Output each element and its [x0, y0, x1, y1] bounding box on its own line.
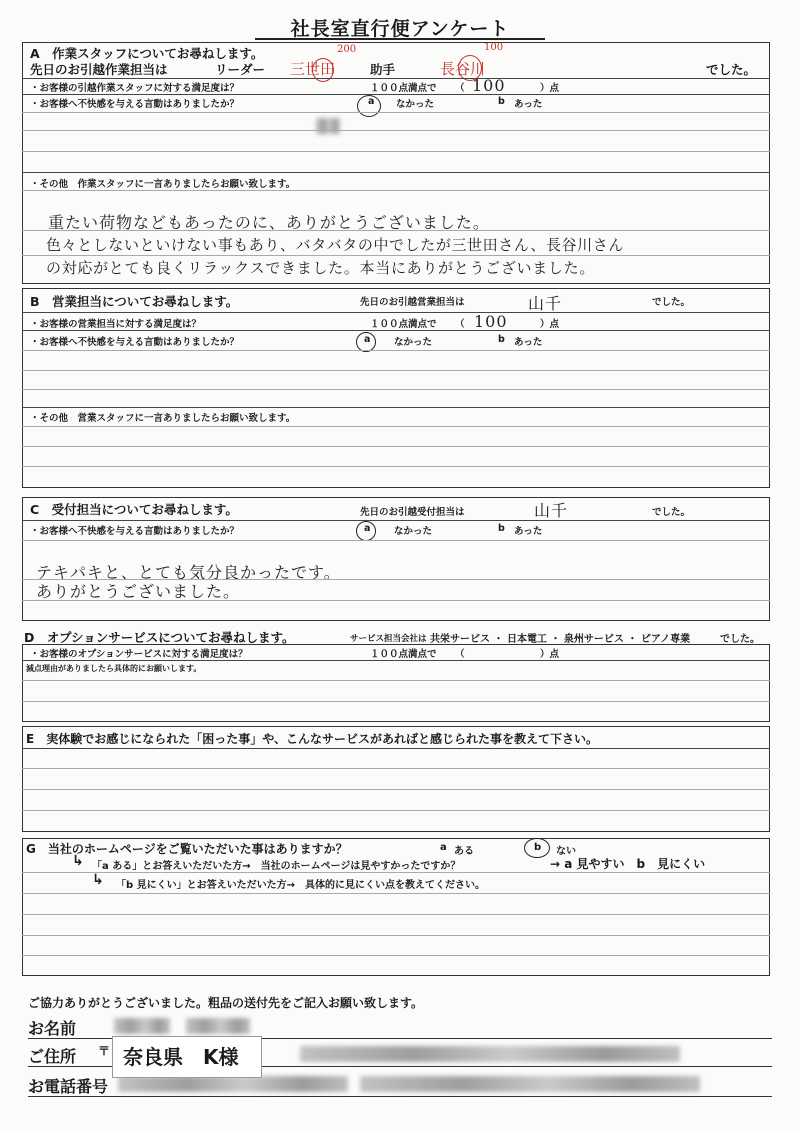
writing-line: [22, 112, 770, 113]
section-a-assistant-score: 100: [484, 42, 504, 53]
writing-line: [22, 255, 770, 256]
writing-line: [22, 789, 770, 790]
section-d-q1-close: ）点: [540, 649, 560, 660]
section-b-rule: [22, 330, 770, 331]
section-a-leader-name: 三世田: [290, 60, 336, 78]
return-arrow-icon: ↳: [72, 853, 84, 869]
section-a-rule: [22, 94, 770, 95]
writing-line: [22, 680, 770, 681]
section-c-rule: [22, 520, 770, 521]
section-d-rule: [22, 660, 770, 661]
survey-title: 社長室直行便アンケート: [290, 18, 510, 40]
writing-line: [22, 893, 770, 894]
writing-line: [22, 935, 770, 936]
customer-badge: [112, 1036, 262, 1078]
writing-line: [22, 955, 770, 956]
section-b-opt-b: あった: [514, 337, 543, 348]
section-a-rule: [22, 78, 770, 79]
writing-line: [22, 872, 770, 873]
section-a-comment-3: の対応がとても良くリラックスできました。本当にありがとうございました。: [46, 259, 596, 277]
customer-badge-text: 奈良県 K様: [123, 1045, 239, 1069]
section-c-staff-prefix: 先日のお引越受付担当は: [360, 507, 465, 518]
redaction-blur: [300, 1046, 680, 1062]
section-d-q1-open: （: [455, 649, 465, 660]
section-a-staff-suffix: でした。: [706, 62, 757, 77]
answer-circle-icon: [524, 838, 550, 858]
section-a-q1-score: 100: [472, 76, 506, 95]
footer-thanks: ご協力ありがとうございました。粗品の送付先をご記入お願い致します。: [28, 996, 424, 1010]
footer-address-mark: 〒: [98, 1044, 111, 1058]
writing-line: [22, 768, 770, 769]
section-b-opt-b-letter: b: [498, 334, 505, 345]
answer-circle-icon: [356, 521, 376, 541]
section-a-opt-a: なかった: [396, 99, 435, 110]
section-b-rule: [22, 312, 770, 313]
section-b-other-q: ・その他 営業スタッフに一言ありましたらお願い致します。: [30, 413, 296, 424]
section-a-opt-a-letter: a: [368, 96, 375, 107]
redaction-blur: [118, 1076, 348, 1092]
section-a-heading: A 作業スタッフについてお尋ねします。: [30, 46, 264, 61]
writing-line: [22, 350, 770, 351]
writing-line: [22, 370, 770, 371]
writing-line: [22, 151, 770, 152]
section-a-leader-label: リーダー: [215, 62, 266, 77]
section-c-opt-b-letter: b: [498, 523, 505, 534]
section-b-q1-open: （: [455, 319, 465, 330]
section-c-opt-a: なかった: [394, 526, 433, 537]
section-a-comment-2: 色々としないといけない事もあり、バタバタの中でしたが三世田さん、長谷川さん: [46, 236, 624, 254]
footer-name-label: お名前: [28, 1019, 77, 1038]
writing-line: [22, 446, 770, 447]
section-a-assistant-label: 助手: [370, 62, 396, 77]
redaction-blur: [114, 1018, 170, 1034]
section-b-opt-a-letter: a: [364, 334, 371, 345]
section-b-staff-suffix: でした。: [652, 297, 691, 308]
section-e-rule: [22, 748, 770, 749]
section-a-opt-b: あった: [514, 99, 543, 110]
section-c-q1: ・お客様へ不快感を与える言動はありましたか？: [30, 526, 240, 537]
section-d-q1: ・お客様のオプションサービスに対する満足度は？: [30, 649, 248, 660]
section-d-q1-scale: １００点満点で: [370, 649, 437, 660]
section-d-companies-prefix: サービス担当会社は: [350, 634, 427, 644]
redaction-blur: [360, 1076, 700, 1092]
section-c-comment-1: テキパキと、とても気分良かったです。: [36, 563, 341, 582]
section-b-opt-a: なかった: [394, 337, 433, 348]
title-underline: [255, 38, 545, 40]
section-b-q1-score: 100: [474, 312, 508, 331]
answer-circle-icon: [357, 95, 381, 117]
answer-circle-icon: [356, 332, 376, 352]
section-a-q1-close: ）点: [540, 83, 560, 94]
section-a-comment-1: 重たい荷物などもあったのに、ありがとうございました。: [48, 213, 490, 232]
section-g-follow-2: 「b 見にくい」とお答えいただいた方→ 具体的に見にくい点を教えてください。: [116, 880, 486, 891]
writing-line: [22, 701, 770, 702]
writing-line: [22, 914, 770, 915]
footer-phone-label: お電話番号: [28, 1077, 109, 1096]
section-g-heading: G 当社のホームページをご覧いただいた事はありますか？: [26, 842, 348, 856]
section-d-reduce-note: 減点理由がありましたら具体的にお願いします。: [26, 664, 202, 673]
section-b-q1-scale: １００点満点で: [370, 319, 437, 330]
section-g-follow-1: 「a ある」とお答えいただいた方→ 当社のホームページは見やすかったですか？: [92, 861, 461, 872]
section-a-rule: [22, 172, 770, 173]
section-g-follow-1-answers: → a 見やすい b 見にくい: [550, 857, 706, 871]
section-c-opt-b: あった: [514, 526, 543, 537]
writing-line: [22, 540, 770, 541]
section-a-staff-prefix: 先日のお引越作業担当は: [30, 62, 168, 77]
writing-line: [22, 230, 770, 231]
section-c-heading: C 受付担当についてお尋ねします。: [30, 502, 238, 517]
section-g-opt-b: ない: [556, 846, 576, 857]
section-d-heading: D オプションサービスについてお尋ねします。: [24, 630, 295, 645]
section-b-staff-name: 山千: [528, 294, 563, 313]
section-d-companies-suffix: でした。: [720, 634, 760, 645]
section-c-staff-suffix: でした。: [652, 507, 691, 518]
section-b-rule: [22, 407, 770, 408]
redaction-blur: [316, 118, 340, 134]
return-arrow-icon: ↳: [92, 872, 104, 888]
section-c-opt-a-letter: a: [364, 523, 371, 534]
section-g-opt-a: ある: [454, 846, 474, 857]
section-c-comment-2: ありがとうございました。: [36, 582, 241, 601]
writing-line: [22, 130, 770, 131]
section-a-leader-score: 200: [337, 44, 357, 55]
writing-line: [22, 600, 770, 601]
section-a-opt-b-letter: b: [498, 96, 505, 107]
section-a-assistant-name: 長谷川: [440, 60, 486, 78]
section-e-heading: E 実体験でお感じになられた「困った事」や、こんなサービスがあればと感じられた事を教えて下さい。: [26, 732, 598, 746]
writing-line: [22, 190, 770, 191]
writing-line: [22, 426, 770, 427]
section-a-other-q: ・その他 作業スタッフに一言ありましたらお願い致します。: [30, 179, 296, 190]
footer-address-label: ご住所: [28, 1047, 77, 1066]
phone-field-line: [28, 1096, 772, 1097]
section-b-staff-prefix: 先日のお引越営業担当は: [360, 297, 465, 308]
section-g-opt-b-letter: b: [534, 842, 542, 853]
section-b-heading: B 営業担当についてお尋ねします。: [30, 294, 239, 309]
section-c-staff-name: 山千: [534, 501, 569, 520]
redaction-blur: [186, 1018, 250, 1034]
section-a-q1: ・お客様の引越作業スタッフに対する満足度は？: [30, 83, 240, 94]
section-a-q2: ・お客様へ不快感を与える言動はありましたか？: [30, 99, 240, 110]
section-b-q1-close: ）点: [540, 319, 560, 330]
section-b-q1: ・お客様の営業担当に対する満足度は？: [30, 319, 202, 330]
section-b-q2: ・お客様へ不快感を与える言動はありましたか？: [30, 337, 240, 348]
writing-line: [22, 389, 770, 390]
writing-line: [22, 466, 770, 467]
section-g-opt-a-letter: a: [440, 842, 447, 853]
section-a-q1-open: （: [455, 83, 465, 94]
writing-line: [22, 810, 770, 811]
section-a-q1-scale: １００点満点で: [370, 83, 437, 94]
section-d-companies: 共栄サービス ・ 日本電工 ・ 泉州サービス ・ ピアノ専業: [430, 634, 691, 645]
